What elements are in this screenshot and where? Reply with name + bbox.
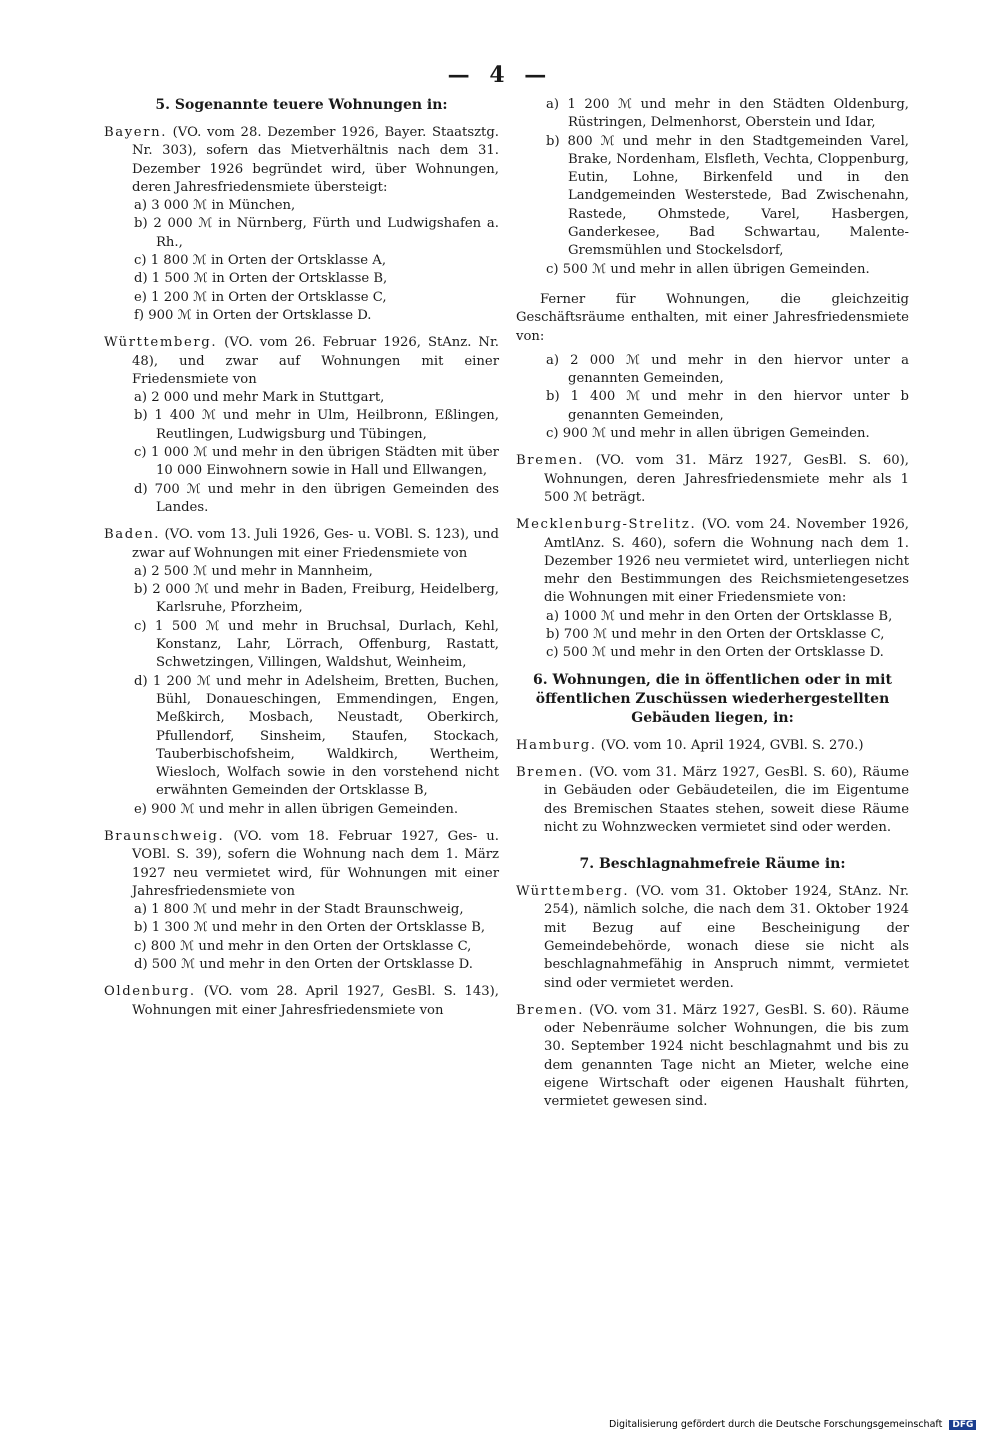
footer-credit — [609, 1419, 976, 1430]
region-name: Bremen. — [516, 1002, 584, 1018]
region-entry — [104, 526, 499, 563]
list-item: d) 700 ℳ und mehr in den übrigen Gemeinden des Landes. — [134, 481, 499, 515]
region-name: Württemberg. — [104, 335, 218, 351]
list-item: d) 500 ℳ und mehr in den Orten der Ortsklasse D. — [134, 957, 473, 973]
list-item: b) 1 400 ℳ und mehr in den hiervor unter b genannten Gemeinden, — [546, 389, 909, 423]
list-item: a) 2 000 und mehr Mark in Stuttgart, — [134, 390, 385, 406]
list-item: b) 800 ℳ und mehr in den Stadtgemeinden Varel, Brake, Nordenham, Elsfleth, Vechta, Cloppenburg, Eutin, Lohne, Birkenfeld und in den Landgemeinden Westerstede, Bad Zwischenahn, Rastede, Ohmstede, Varel, Hasbergen, Ganderkesee, Bad Schwartau, Malente-Gremsmühlen und Stockelsdorf, — [546, 133, 909, 259]
list-item: f) 900 ℳ in Orten der Ortsklasse D. — [134, 307, 372, 323]
list-item: b) 2 000 ℳ und mehr in Baden, Freiburg, Heidelberg, Karlsruhe, Pforzheim, — [134, 582, 499, 616]
page-number: — 4 — — [447, 62, 553, 88]
oldenburg-list — [516, 96, 909, 279]
region-entry — [104, 983, 499, 1020]
list-item: e) 900 ℳ und mehr in allen übrigen Gemeinden. — [134, 801, 459, 817]
region-name: Braunschweig. — [104, 828, 225, 844]
region-entry — [516, 764, 909, 837]
footer-text: Digitalisierung gefördert durch die Deutsche Forschungsgemeinschaft — [609, 1419, 943, 1430]
region-entry — [516, 516, 909, 607]
section-heading-5: 5. Sogenannte teuere Wohnungen in: — [155, 97, 448, 113]
section-heading-7: 7. Beschlagnahmefreie Räume in: — [579, 856, 846, 873]
region-entry — [104, 828, 499, 901]
list-item: a) 2 500 ℳ und mehr in Mannheim, — [134, 563, 373, 579]
list-item: c) 500 ℳ und mehr in allen übrigen Gemeinden. — [546, 261, 870, 277]
list-item: d) 1 200 ℳ und mehr in Adelsheim, Bretten, Buchen, Bühl, Donaueschingen, Emmendingen, Engen, Meßkirch, Mosbach, Neustadt, Oberkirch, Pfullendorf, Sinsheim, Staufen, Stockach, Tauberbischofsheim, Waldkirch, Wertheim, Wiesloch, Wolfach sowie in den vorstehend nicht erwähnten Gemeinden der Ortsklasse B, — [134, 673, 499, 799]
region-text: (VO. vom 28. Dezember 1926, Bayer. Staatsztg. Nr. 303), sofern das Mietverhältnis nach dem 31. Dezember 1926 begründet wird, über Wohnungen, deren Jahresfriedensmiete übersteigt: — [132, 125, 499, 195]
list-item: d) 1 500 ℳ in Orten der Ortsklasse B, — [134, 271, 388, 287]
region-entry — [516, 737, 909, 755]
oldenburg-list-2 — [516, 352, 909, 443]
region-entry — [104, 334, 499, 389]
list-item: a) 3 000 ℳ in München, — [134, 198, 296, 214]
region-text: (VO. vom 26. Februar 1926, StAnz. Nr. 48), und zwar auf Wohnungen mit einer Friedensmiete von — [132, 335, 499, 387]
list-item: b) 2 000 ℳ in Nürnberg, Fürth und Ludwigshafen a. Rh., — [134, 216, 499, 250]
region-entry — [516, 452, 909, 507]
right-entries-b — [516, 737, 909, 837]
region-name: Bayern. — [104, 125, 167, 140]
list-item: b) 1 400 ℳ und mehr in Ulm, Heilbronn, Eßlingen, Reutlingen, Ludwigsburg und Tübingen, — [134, 408, 499, 442]
region-text: (VO. vom 31. März 1927, GesBl. S. 60), Wohnungen, deren Jahresfriedensmiete mehr als 1 500 ℳ beträgt. — [544, 453, 909, 505]
region-entry — [516, 883, 909, 993]
region-text: (VO. vom 10. April 1924, GVBl. S. 270.) — [596, 737, 864, 753]
list-item: b) 1 300 ℳ und mehr in den Orten der Ortsklasse B, — [134, 920, 486, 936]
region-name: Oldenburg. — [104, 984, 196, 1000]
region-entry — [104, 124, 499, 197]
list-item: b) 700 ℳ und mehr in den Orten der Ortsklasse C, — [546, 627, 885, 643]
list-item: c) 1 800 ℳ in Orten der Ortsklasse A, — [134, 253, 387, 269]
region-name: Württemberg. — [516, 884, 630, 900]
left-entries — [104, 124, 499, 1020]
list-item: c) 800 ℳ und mehr in den Orten der Ortsklasse C, — [134, 938, 472, 954]
region-name: Mecklenburg-Strelitz. — [516, 517, 697, 533]
list-item: a) 1 800 ℳ und mehr in der Stadt Braunschweig, — [134, 902, 464, 918]
list-item: c) 500 ℳ und mehr in den Orten der Ortsklasse D. — [546, 645, 884, 661]
region-entry — [516, 1002, 909, 1112]
region-text: (VO. vom 31. März 1927, GesBl. S. 60). Räume oder Nebenräume solcher Wohnungen, die bis zum 30. September 1924 nicht beschlagnahmt und bis zu dem genannten Tage nicht an Mieter, welche eine eigene Wirtschaft oder eigenen Haushalt führten, vermietet gewesen sind. — [544, 1002, 909, 1110]
region-text: (VO. vom 24. November 1926, AmtlAnz. S. 460), sofern die Wohnung nach dem 1. Dezember 1926 neu vermietet wird, unterliegen nicht mehr den Bestimmungen des Reichsmietengesetzes die Wohnungen mit einer Friedensmiete von: — [544, 517, 909, 606]
region-text: (VO. vom 28. April 1927, GesBl. S. 143), Wohnungen mit einer Jahresfriedensmiete von — [132, 984, 499, 1018]
oldenburg-paragraph: Ferner für Wohnungen, die gleichzeitig Geschäftsräume enthalten, mit einer Jahresfriedensmiete von: — [516, 291, 909, 344]
list-item: e) 1 200 ℳ in Orten der Ortsklasse C, — [134, 289, 387, 305]
dfg-logo: DFG — [949, 1420, 976, 1430]
right-column — [516, 96, 909, 1112]
list-item: a) 1000 ℳ und mehr in den Orten der Ortsklasse B, — [546, 608, 893, 624]
list-item: a) 1 200 ℳ und mehr in den Städten Oldenburg, Rüstringen, Delmenhorst, Oberstein und Idar, — [546, 97, 909, 131]
left-column — [104, 96, 499, 1020]
region-name: Baden. — [104, 527, 161, 543]
region-text: (VO. vom 13. Juli 1926, Ges- u. VOBl. S. 123), und zwar auf Wohnungen mit einer Friedensmiete von — [132, 527, 499, 561]
region-text: (VO. vom 31. Oktober 1924, StAnz. Nr. 254), nämlich solche, die nach dem 31. Oktober 1924 mit Bezug auf eine Bescheinigung der Gemeindebehörde, wonach diese sie nicht als beschlagnahmefähig in Anspruch nimmt, vermietet sind oder vermietet werden. — [544, 884, 909, 991]
list-item: c) 1 500 ℳ und mehr in Bruchsal, Durlach, Kehl, Konstanz, Lahr, Lörrach, Offenburg, Rastatt, Schwetzingen, Villingen, Waldshut, Weinheim, — [134, 618, 499, 671]
region-text: (VO. vom 31. März 1927, GesBl. S. 60), Räume in Gebäuden oder Gebäudeteilen, die im Eigentume des Bremischen Staates stehen, soweit diese Räume nicht zu Wohnzwecken vermietet sind oder werden. — [544, 764, 909, 835]
right-entries-a — [516, 452, 909, 662]
list-item: c) 1 000 ℳ und mehr in den übrigen Städten mit über 10 000 Einwohnern sowie in Hall und Ellwangen, — [134, 445, 499, 479]
region-name: Bremen. — [516, 764, 584, 780]
region-text: (VO. vom 18. Februar 1927, Ges- u. VOBl. S. 39), sofern die Wohnung nach dem 1. März 1927 neu vermietet wird, für Wohnungen mit einer Jahresfriedensmiete von — [132, 828, 499, 899]
list-item: c) 900 ℳ und mehr in allen übrigen Gemeinden. — [546, 426, 870, 442]
right-entries-c — [516, 883, 909, 1112]
list-item: a) 2 000 ℳ und mehr in den hiervor unter a genannten Gemeinden, — [546, 352, 909, 387]
section-heading-6: 6. Wohnungen, die in öffentlichen oder in mit öffentlichen Zuschüssen wiederhergestellten Gebäuden liegen, in: — [533, 671, 892, 726]
region-name: Bremen. — [516, 453, 584, 469]
region-name: Hamburg. — [516, 737, 597, 753]
